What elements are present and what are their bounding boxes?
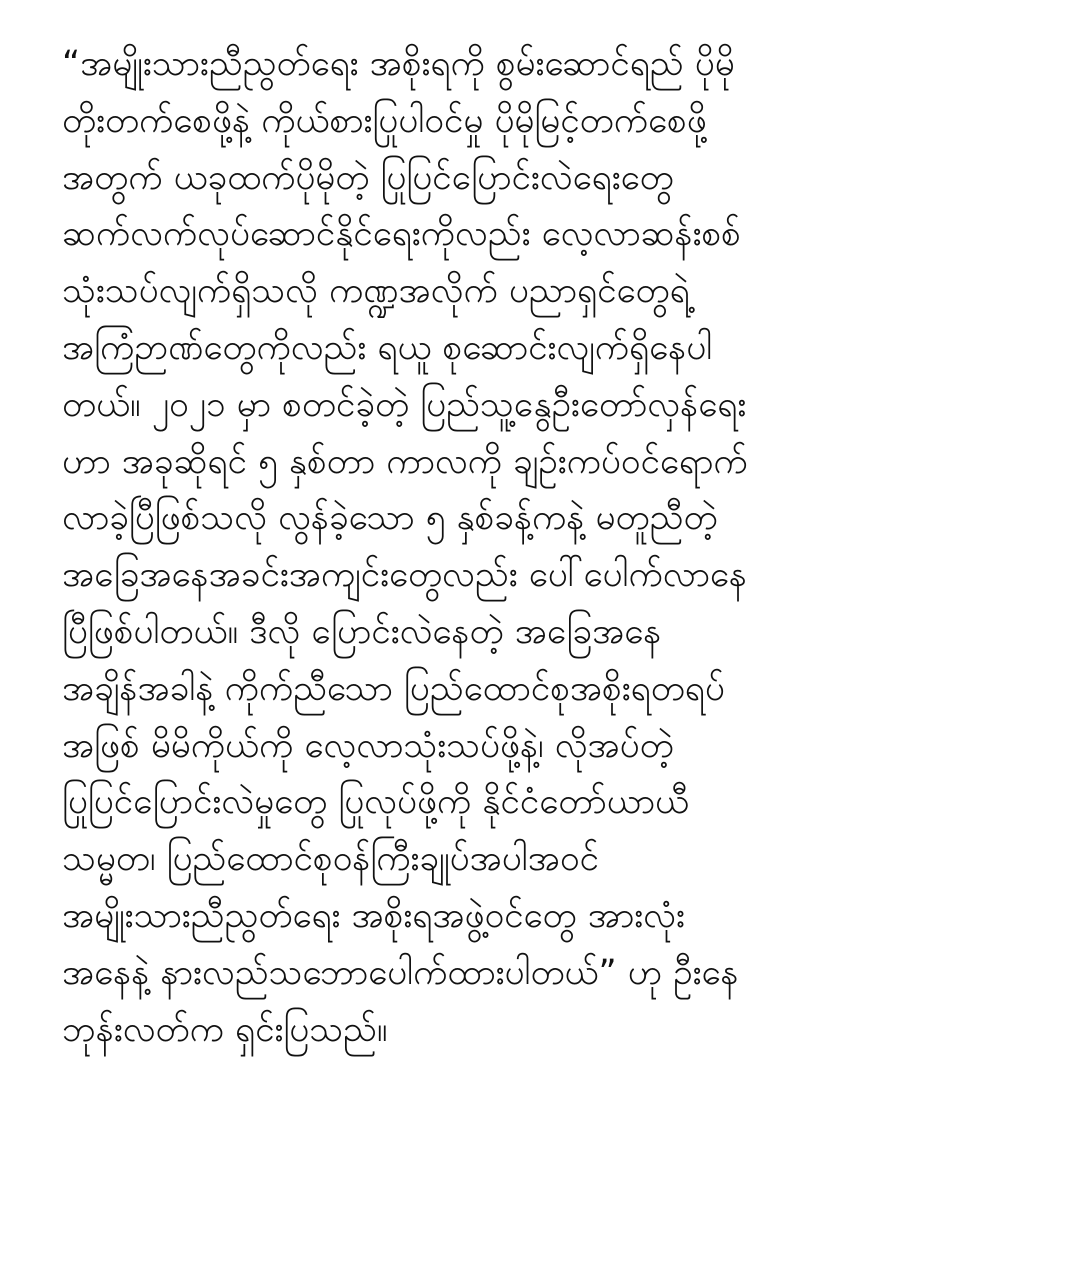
paragraph-line-13: အဖြစ် မိမိကိုယ်ကို လေ့လာသုံးသပ်ဖို့နဲ့၊ လိုအပ်တဲ့ — [62, 725, 674, 766]
paragraph-line-15: သမ္မတ၊ ပြည်ထောင်စုဝန်ကြီးချုပ်အပါအဝင် — [62, 839, 599, 880]
paragraph-line-17: အနေနဲ့ နားလည်သဘောပေါက်ထားပါတယ်” ဟု ဦးနေ — [62, 952, 739, 993]
paragraph-line-6: အကြံဉာဏ်တွေကိုလည်း ရယူ စုဆောင်းလျက်ရှိနေပါ — [62, 327, 713, 368]
paragraph-line-8: ဟာ အခုဆိုရင် ၅ နှစ်တာ ကာလကို ချဉ်းကပ်ဝင်ရောက် — [62, 441, 748, 482]
paragraph-line-5: သုံးသပ်လျက်ရှိသလို ကဏ္ဍအလိုက် ပညာရှင်တွေရဲ့ — [62, 271, 690, 312]
paragraph-line-14: ပြုပြင်ပြောင်းလဲမှုတွေ ပြုလုပ်ဖို့ကို နိုင်ငံတော်ယာယီ — [62, 782, 690, 823]
paragraph-line-12: အချိန်အခါနဲ့ ကိုက်ညီသော ပြည်ထောင်စုအစိုးရတရပ် — [62, 668, 725, 709]
paragraph-line-11: ပြီဖြစ်ပါတယ်။ ဒီလို ပြောင်းလဲနေတဲ့ အခြေအနေ — [62, 611, 662, 652]
paragraph-line-2: တိုးတက်စေဖို့နဲ့ ကိုယ်စားပြုပါဝင်မှု ပိုမိုမြင့်တက်စေဖို့ — [62, 100, 707, 141]
quote-paragraph — [62, 36, 1032, 1058]
paragraph-line-9: လာခဲ့ပြီဖြစ်သလို လွန်ခဲ့သော ၅ နှစ်ခန့်ကနဲ့ မတူညီတဲ့ — [62, 498, 718, 539]
paragraph-line-10: အခြေအနေအခင်းအကျင်းတွေလည်း ပေါ်ပေါက်လာနေ — [62, 555, 748, 596]
paragraph-line-3: အတွက် ယခုထက်ပိုမိုတဲ့ ပြုပြင်ပြောင်းလဲရေးတွေ — [62, 157, 674, 198]
paragraph-line-1: “အမျိုးသားညီညွတ်ရေး အစိုးရကို စွမ်းဆောင်ရည် ပိုမို — [62, 44, 735, 84]
paragraph-line-18: ဘုန်းလတ်က ရှင်းပြသည်။ — [62, 1009, 388, 1050]
paragraph-line-7: တယ်။ ၂၀၂၁ မှာ စတင်ခဲ့တဲ့ ပြည်သူ့နွေဦးတော်လှန်ရေး — [62, 384, 747, 425]
paragraph-line-16: အမျိုးသားညီညွတ်ရေး အစိုးရအဖွဲ့ဝင်တွေ အားလုံး — [62, 895, 685, 936]
paragraph-line-4: ဆက်လက်လုပ်ဆောင်နိုင်ရေးကိုလည်း လေ့လာဆန်းစစ် — [62, 214, 741, 255]
